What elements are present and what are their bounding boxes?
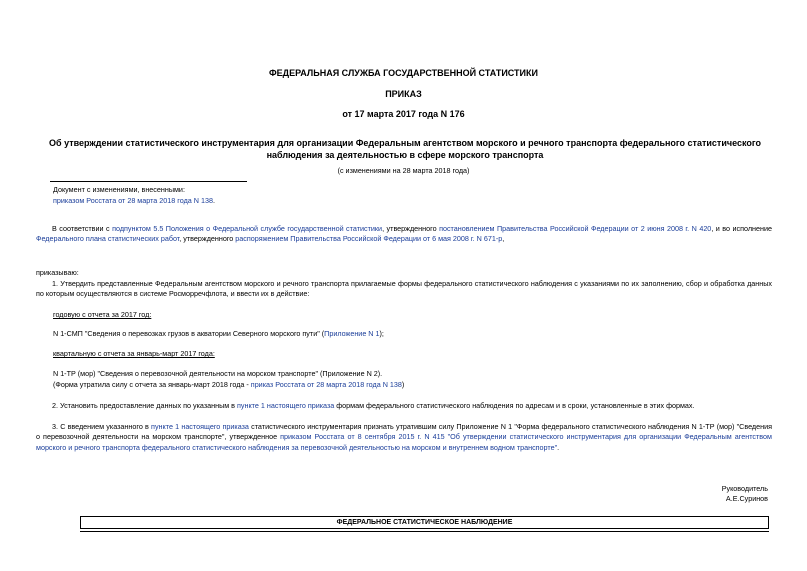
changes-note: (с изменениями на 28 марта 2018 года) xyxy=(337,166,470,175)
statistical-observation-header: ФЕДЕРАЛЬНОЕ СТАТИСТИЧЕСКОЕ НАБЛЮДЕНИЕ xyxy=(80,516,769,529)
changes-box xyxy=(53,196,215,206)
agency-name: ФЕДЕРАЛЬНАЯ СЛУЖБА ГОСУДАРСТВЕННОЙ СТАТИСТИКИ xyxy=(269,68,538,78)
document-title: Об утверждении статистического инструментария для организации Федеральным агентством морского и речного транспорта федерального статистического наблюдения за деятельностью в сфере морского транспорта xyxy=(49,138,761,161)
signature-name: А.Е.Суринов xyxy=(725,494,768,503)
form-1-text: N 1-СМП "Сведения о перевозках грузов в акватории Северного морского пути" ( xyxy=(53,329,325,338)
form-1-end: ); xyxy=(379,329,384,338)
form-1-line xyxy=(53,329,384,339)
preamble-text-5: , xyxy=(502,234,505,244)
item-1: 1. Утвердить представленные Федеральным агентством морского и речного транспорта прилагаемые формы федерального статистического наблюдения с указаниями по их заполнению, сбор и обработка данных по которым осуществляются в системе Росморречфлота, и ввести их в действие: xyxy=(36,279,772,299)
form-2-note-end: ) xyxy=(401,380,405,389)
preamble-link-regulation[interactable]: подпунктом 5.5 Положения о Федеральной службе государственной статистики xyxy=(112,224,383,233)
preamble-text-3: , и во исполнение xyxy=(711,224,772,233)
footer-rule xyxy=(80,531,769,532)
quarterly-heading: квартальную с отчета за январь-март 2017 года: xyxy=(53,349,215,358)
item-2-link[interactable]: пункте 1 настоящего приказа xyxy=(237,401,335,410)
preamble-text-1: В соответствии с xyxy=(52,224,113,233)
preamble-text-4: , утвержденного xyxy=(179,234,236,244)
document-date-number: от 17 марта 2017 года N 176 xyxy=(342,109,465,119)
item-3-link-1[interactable]: пункте 1 настоящего приказа xyxy=(151,422,249,431)
preamble-link-decree[interactable]: постановлением Правительства Российской Федерации от 2 июня 2008 г. N 420 xyxy=(439,224,712,233)
form-1-link[interactable]: Приложение N 1 xyxy=(324,329,380,338)
preamble-link-order[interactable]: распоряжением Правительства Российской Федерации от 6 мая 2008 г. N 671-р xyxy=(235,234,503,244)
signature-role: Руководитель xyxy=(721,484,768,493)
annual-heading: годовую с отчета за 2017 год: xyxy=(53,310,152,319)
item-3-text-3: . xyxy=(557,442,560,452)
changes-divider xyxy=(50,181,247,182)
preamble-text-2: , утвержденного xyxy=(382,224,440,233)
form-2-note xyxy=(53,380,404,390)
order-word: приказываю: xyxy=(36,268,79,277)
item-2-text-2: формам федерального статистического наблюдения по адресам и в сроки, установленные в этих формах. xyxy=(334,401,695,410)
item-3-link-2[interactable]: приказом Росстата от 8 сентября 2015 г. N 415 "Об утверждении статистического инструментария для организации Федеральным агентством морского и речного транспорта федерального статистического наблюдения за перевозочной деятельностью на морском и внутреннем водном транспорте" xyxy=(36,432,772,452)
preamble-link-plan[interactable]: Федерального плана статистических работ xyxy=(36,234,180,244)
document-type: ПРИКАЗ xyxy=(385,89,422,99)
item-3-text-2: статистического инструментария признать утратившим силу Приложение N 1 "Форма федерального статистического наблюдения N 1-ТР (мор) "Сведения о перевозочной деятельности на морском транспорте", утвержденное xyxy=(36,422,773,442)
item-2 xyxy=(36,401,772,411)
changes-link-end: . xyxy=(212,196,215,205)
form-2-note-text: (Форма утратила силу с отчета за январь-март 2018 года - xyxy=(53,380,251,389)
item-3-text-1: 3. С введением указанного в xyxy=(52,422,152,431)
item-3 xyxy=(36,422,772,453)
form-2-line: N 1-ТР (мор) "Сведения о перевозочной деятельности на морском транспорте" (Приложение N 2). xyxy=(53,369,383,378)
preamble-paragraph xyxy=(36,224,772,245)
item-2-text-1: 2. Установить предоставление данных по указанным в xyxy=(52,401,237,410)
form-2-note-link[interactable]: приказ Росстата от 28 марта 2018 года N 138 xyxy=(250,380,402,389)
changes-link[interactable]: приказом Росстата от 28 марта 2018 года N 138 xyxy=(53,196,213,205)
changes-label: Документ с изменениями, внесенными: xyxy=(53,185,185,194)
